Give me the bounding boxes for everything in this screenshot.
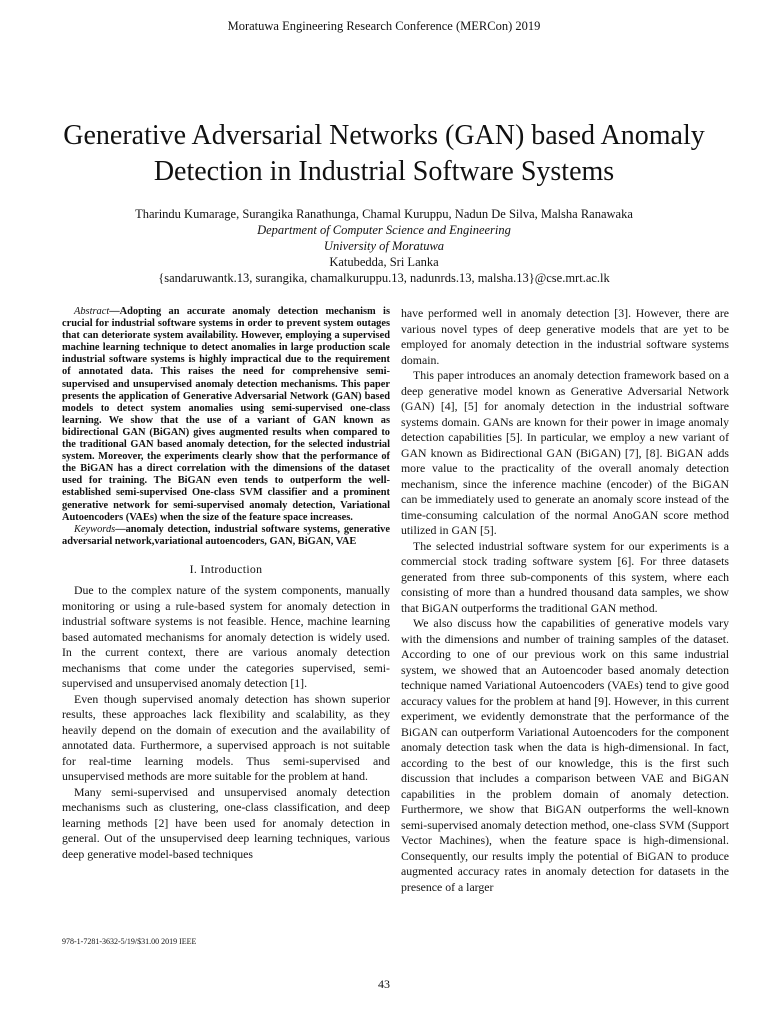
abstract-lead: Abstract (74, 306, 110, 317)
intro-paragraph-3: Many semi-supervised and unsupervised anomaly detection mechanisms such as clustering, one-class classification, and deep learning methods [2] have been used for anomaly detection in general. Out of the unsupervised deep learning techniques, various deep generative model-based techniques (62, 784, 390, 861)
paper-title: Generative Adversarial Networks (GAN) based Anomaly Detection in Industrial Software Systems (63, 120, 705, 187)
right-paragraph-4: We also discuss how the capabilities of generative models vary with the dimensions and number of training samples of the dataset. According to one of our previous work on this same industrial system, we showed that an Autoencoder based anomaly detection technique named Variational Autoencoders (VAEs) tend to give good accuracy values for the problem at hand [9]. However, in this current experiment, we evidently demonstrate that the performance of the BiGAN can outperform Variational Autoencoders for the component anomaly detection task when the data is high-dimensional. In fact, according to the best of our knowledge, this is the first such discussion that includes a comparison between VAE and BiGAN capabilities in the problem domain of anomaly detection. Furthermore, we show that BiGAN outperforms the well-known semi-supervised anomaly detection method, one-class SVM (Support Vector Machines), when the feature space is high-dimensional. Consequently, our results imply the potential of BiGAN to produce augmented accuracy rates in anomaly detection for datasets in the presence of a larger (401, 616, 729, 894)
right-paragraph-1: have performed well in anomaly detection [3]. However, there are various novel types of deep generative models that are yet to be employed for anomaly detection in the industrial software systems domain. (401, 306, 729, 367)
abstract (62, 306, 390, 524)
abstract-text: —Adopting an accurate anomaly detection mechanism is crucial for industrial software systems in order to prevent system outages that can deteriorate system availability. However, employing a supervised machine learning technique to detect anomalies in large production scale industrial software systems is highly impractical due to the requirement of annotated data. This raises the need for comprehensive semi-supervised and unsupervised anomaly detection mechanisms. This paper presents the application of Generative Adversarial Network (GAN) based models to detect system anomalies using semi-supervised one-class learning. We show that the use of a variant of GAN known as bidirectional GAN (BiGAN) gives augmented results when compared to the traditional GAN based anomaly detection, for the selected industrial system. Moreover, the experiments clearly show that the performance of the BiGAN has a direct correlation with the dimensions of the dataset used for training. The BiGAN even tends to outperform the well-established semi-supervised One-class SVM classifier and a prominent generative network for semi-supervised anomaly detection, Variational Autoencoders (VAEs) when the size of the feature space increases. (62, 306, 390, 523)
author-block (0, 206, 768, 286)
author-names: Tharindu Kumarage, Surangika Ranathunga, Chamal Kuruppu, Nadun De Silva, Malsha Ranawaka (135, 207, 633, 221)
footer-isbn: 978-1-7281-3632-5/19/$31.00 2019 IEEE (62, 937, 197, 946)
left-column (62, 306, 390, 862)
intro-paragraph-2: Even though supervised anomaly detection has shown superior results, these approaches lack flexibility and scalability, as they heavily depend on the domain of execution and the availability of annotated data. Furthermore, a supervised approach is not suitable for real-time learning models. Thus semi-supervised and unsupervised methods are more suitable for the problem at hand. (62, 691, 390, 784)
right-paragraph-2: This paper introduces an anomaly detection framework based on a deep generative model known as Generative Adversarial Network (GAN) [4], [5] for anomaly detection in the industrial software systems domain. GANs are known for their power in image anomaly detection capabilities [5]. In particular, we employ a new variant of GAN known as Bidirectional GAN (BiGAN) [7], [8]. BiGAN adds more value to the practicality of the overall anomaly detection mechanism, since the inference machine (encoder) of the BiGAN can be immediately used to generate an anomaly score instead of the time-consuming calculation of the normal AnoGAN score method utilized in GAN [5]. (401, 368, 729, 537)
section-heading-introduction: I. Introduction (189, 561, 263, 576)
keywords (62, 524, 390, 548)
right-column (401, 306, 729, 895)
author-department: Department of Computer Science and Engineering (257, 223, 511, 237)
keywords-lead: Keywords (74, 523, 116, 535)
author-emails: {sandaruwantk.13, surangika, chamalkuruppu.13, nadunrds.13, malsha.13}@cse.mrt.ac.lk (158, 271, 610, 285)
author-university: University of Moratuwa (323, 239, 445, 253)
conference-header: Moratuwa Engineering Research Conference (MERCon) 2019 (227, 19, 541, 33)
intro-paragraph-1: Due to the complex nature of the system components, manually monitoring or using a rule-based system for anomaly detection in industrial software systems is not feasible. Hence, machine learning based automated mechanisms for anomaly detection is widely used. In the current context, there are various anomaly detection mechanisms that come under the categories supervised, semi-supervised and unsupervised anomaly detection [1]. (62, 583, 390, 691)
keywords-text: —anomaly detection, industrial software systems, generative adversarial network,variational autoencoders, GAN, BiGAN, VAE (62, 523, 390, 547)
right-paragraph-3: The selected industrial software system for our experiments is a commercial stock trading software system [6]. For three datasets generated from three sub-components of this system, where each consisting of more than a hundred thousand data samples, we show that BiGAN outperforms the traditional GAN method. (401, 538, 729, 615)
author-location: Katubedda, Sri Lanka (329, 255, 439, 269)
page-number: 43 (378, 977, 390, 991)
